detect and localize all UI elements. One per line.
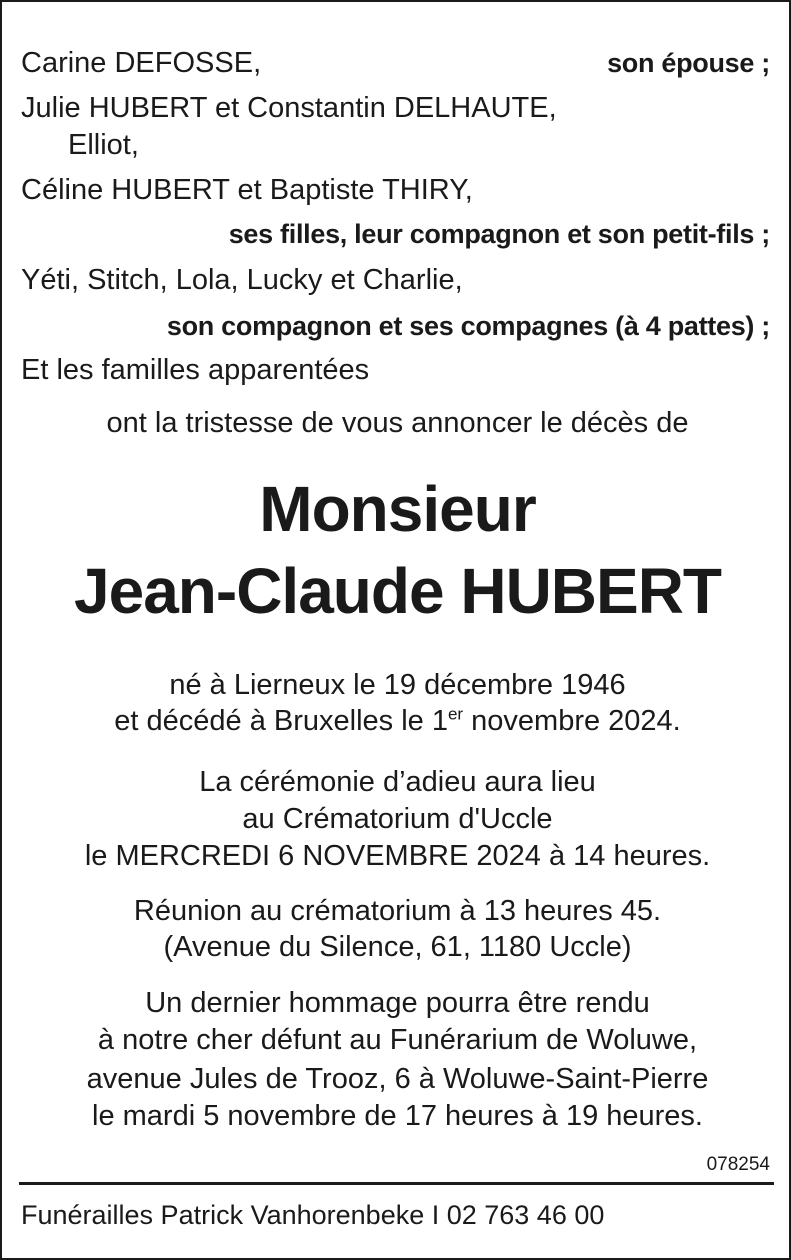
- family-line-spouse-name: Carine DEFOSSE,: [21, 47, 262, 79]
- deceased-title: Monsieur: [259, 473, 536, 545]
- ceremony-line-3: le MERCREDI 6 NOVEMBRE 2024 à 14 heures.: [84, 840, 711, 872]
- ceremony-line-1: La cérémonie d’adieu aura lieu: [199, 766, 596, 798]
- tribute-line-2: à notre cher défunt au Funérarium de Woluwe,: [97, 1024, 698, 1056]
- funeral-home-footer: Funérailles Patrick Vanhorenbeke I 02 763 46 00: [21, 1200, 605, 1230]
- family-line-daughter-1: Julie HUBERT et Constantin DELHAUTE,: [21, 92, 557, 124]
- birth-info: né à Lierneux le 19 décembre 1946: [169, 669, 626, 701]
- death-info-ordinal: er: [447, 704, 464, 724]
- death-info-suffix: novembre 2024.: [463, 705, 681, 737]
- meeting-line-2: (Avenue du Silence, 61, 1180 Uccle): [163, 931, 632, 963]
- family-line-pets-relation: son compagnon et ses compagnes (à 4 pattes) ;: [166, 311, 770, 341]
- family-line-relatives: Et les familles apparentées: [21, 354, 370, 386]
- footer-divider: [19, 1182, 774, 1185]
- death-info: [2, 705, 791, 738]
- family-line-pets: Yéti, Stitch, Lola, Lucky et Charlie,: [21, 264, 463, 296]
- meeting-line-1: Réunion au crématorium à 13 heures 45.: [133, 895, 662, 927]
- death-info-prefix: et décédé à Bruxelles le 1: [114, 705, 448, 737]
- reference-number: 078254: [706, 1154, 770, 1175]
- tribute-line-4: le mardi 5 novembre de 17 heures à 19 heures.: [92, 1100, 703, 1132]
- family-line-grandson: Elliot,: [68, 129, 139, 161]
- tribute-line-3: avenue Jules de Trooz, 6 à Woluwe-Saint-Pierre: [86, 1063, 709, 1095]
- family-line-spouse-relation: son épouse ;: [607, 48, 770, 78]
- deceased-name: Jean-Claude HUBERT: [74, 555, 721, 627]
- tribute-line-1: Un dernier hommage pourra être rendu: [145, 987, 650, 1019]
- ceremony-line-2: au Crématorium d'Uccle: [242, 803, 553, 835]
- family-line-daughters-relation: ses filles, leur compagnon et son petit-fils ;: [228, 219, 770, 249]
- family-line-daughter-2: Céline HUBERT et Baptiste THIRY,: [21, 174, 473, 206]
- announcement-text: ont la tristesse de vous annoncer le décès de: [106, 407, 689, 439]
